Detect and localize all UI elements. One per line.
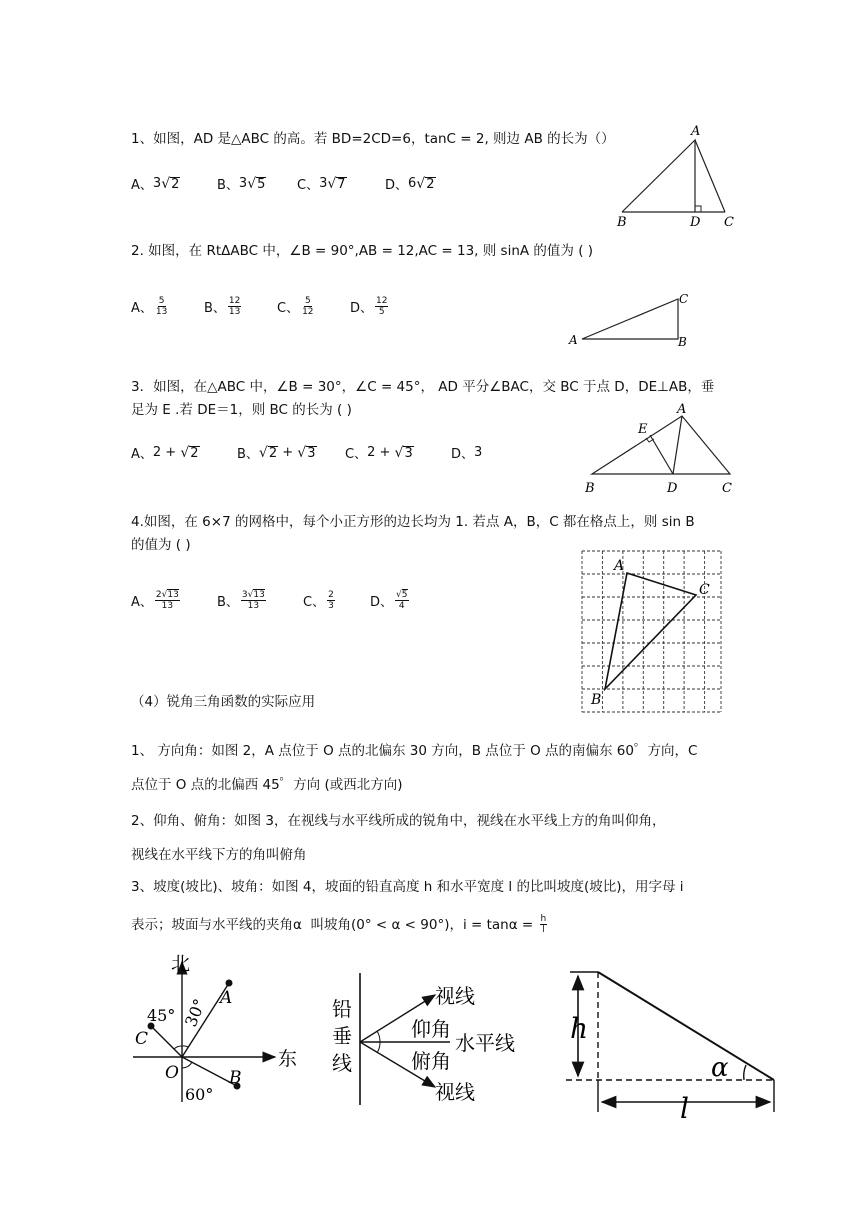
fig3-plumb-2: 垂 xyxy=(332,1024,352,1048)
q4-option-c[interactable]: C、 $\frac{2}{3}$ xyxy=(303,590,334,611)
q4-stem-line1: 4.如图，在 6×7 的网格中，每个小正方形的边长均为 1. 若点 A，B，C 都在格点上，则 sin B xyxy=(131,514,695,530)
fig3-elevation: 仰角 xyxy=(411,1017,451,1041)
fig2-label-a: A xyxy=(220,988,233,1008)
q1-stem: 1、如图，AD 是△ABC 的高。若 BD=2CD=6，tanC = 2, 则边 AB 的长为（） xyxy=(131,131,615,147)
q2-figure xyxy=(565,286,705,352)
para2-line1: 2、仰角、俯角：如图 3，在视线与水平线所成的锐角中，视线在水平线上方的角叫仰角， xyxy=(131,813,666,829)
figure-direction-angles xyxy=(125,950,310,1105)
q3-label-b: B xyxy=(585,481,595,496)
q4-stem-line2: 的值为 ( ) xyxy=(131,537,191,553)
q1-figure xyxy=(610,120,750,230)
fig2-angle45: 45° xyxy=(147,1006,176,1025)
q1-label-b: B xyxy=(617,215,627,230)
q3-option-d[interactable]: D、 3 xyxy=(451,445,483,462)
q2-option-a[interactable]: A、 $\frac{5}{13}$ xyxy=(131,296,168,317)
slope-fraction: $\frac{h}{l}$ xyxy=(540,914,547,935)
fig4-height-label: h xyxy=(570,1012,589,1045)
para1-line1: 1、 方向角：如图 2，A 点位于 O 点的北偏东 30 方向，B 点位于 O 点的南偏东 60゜方向，C xyxy=(131,743,698,759)
fig2-label-b: B xyxy=(229,1068,242,1088)
fig3-plumb-3: 线 xyxy=(332,1051,352,1075)
fig3-plumb-1: 铅 xyxy=(332,997,352,1021)
fig2-east: 东 xyxy=(278,1048,298,1070)
q1-label-a: A xyxy=(691,124,701,139)
q1-label-c: C xyxy=(724,215,734,230)
fig2-angle30: 30° xyxy=(181,996,210,1030)
q1-label-d: D xyxy=(690,215,701,230)
q3-figure xyxy=(580,400,745,498)
para2-line2: 视线在水平线下方的角叫俯角 xyxy=(131,847,307,863)
q2-stem: 2. 如图，在 RtΔABC 中，∠B = 90°,AB = 12,AC = 13, 则 sinA 的值为 ( ) xyxy=(131,243,594,259)
q4-grid-figure xyxy=(578,546,726,716)
q2-label-c: C xyxy=(679,292,689,306)
para3-line2-text: 表示；坡面与水平线的夹角α 叫坡角(0° < α < 90°)，i = tanα = xyxy=(131,916,538,933)
q4-option-b[interactable]: B、 $\frac{3√13}{13}$ xyxy=(217,590,265,611)
q3-label-d: D xyxy=(667,481,678,496)
q3-label-a: A xyxy=(677,402,687,417)
section-heading: （4）锐角三角函数的实际应用 xyxy=(131,694,316,710)
fig3-sight-down: 视线 xyxy=(435,1080,475,1104)
q4-option-d[interactable]: D、 $\frac{√5}{4}$ xyxy=(370,590,408,611)
fig4-alpha-label: α xyxy=(711,1053,729,1083)
q3-option-b[interactable]: B、 √ 2 + √ 3 xyxy=(237,444,316,462)
q1-option-d[interactable]: D、 6 √ 2 xyxy=(385,175,435,193)
fig2-angle60: 60° xyxy=(185,1085,214,1104)
q2-option-b[interactable]: B、 $\frac{12}{13}$ xyxy=(204,296,241,317)
para3-line2 xyxy=(131,914,547,935)
q1-option-b[interactable]: B、 3 √ 5 xyxy=(217,175,266,193)
q3-options xyxy=(131,443,482,462)
q4-label-b: B xyxy=(591,692,602,708)
q3-label-e: E xyxy=(638,422,648,437)
q1-option-c[interactable]: C、 3 √ 7 xyxy=(297,175,346,193)
q4-label-c: C xyxy=(699,582,710,598)
q1-options xyxy=(131,174,436,193)
q4-options xyxy=(131,590,409,611)
q2-options xyxy=(131,296,388,317)
fig2-label-c: C xyxy=(135,1029,149,1049)
q1-option-a[interactable]: A、 3 √ 2 xyxy=(131,175,180,193)
q3-label-c: C xyxy=(722,481,732,496)
fig4-width-label: l xyxy=(680,1092,689,1120)
q2-option-c[interactable]: C、 $\frac{5}{12}$ xyxy=(277,296,314,317)
figure-slope xyxy=(558,962,783,1120)
q3-option-a[interactable]: A、 2 + √ 2 xyxy=(131,444,199,462)
q4-option-a[interactable]: A、 $\frac{2√13}{13}$ xyxy=(131,590,179,611)
q3-option-c[interactable]: C、 2 + √ 3 xyxy=(345,444,413,462)
fig3-sight-up: 视线 xyxy=(435,984,475,1008)
para1-line2: 点位于 O 点的北偏西 45゜方向 (或西北方向) xyxy=(131,777,403,793)
q2-option-d[interactable]: D、 $\frac{12}{5}$ xyxy=(350,296,388,317)
q4-label-a: A xyxy=(614,558,625,574)
figure-elevation-depression xyxy=(325,965,540,1113)
q2-label-b: B xyxy=(678,335,687,349)
fig2-north: 北 xyxy=(171,953,191,975)
q3-stem-line1: 3．如图，在△ABC 中，∠B = 30°，∠C = 45°， AD 平分∠BAC，交 BC 于点 D，DE⊥AB，垂 xyxy=(131,379,715,395)
fig3-horizontal: 水平线 xyxy=(455,1031,515,1055)
para3-line1: 3、坡度(坡比)、坡角：如图 4，坡面的铅直高度 h 和水平宽度 l 的比叫坡度(坡比)，用字母 i xyxy=(131,879,684,895)
fig2-label-o: O xyxy=(165,1063,179,1083)
q3-stem-line2: 足为 E .若 DE＝1，则 BC 的长为 ( ) xyxy=(131,402,352,418)
q2-label-a: A xyxy=(569,333,578,347)
fig3-depression: 俯角 xyxy=(411,1049,451,1073)
